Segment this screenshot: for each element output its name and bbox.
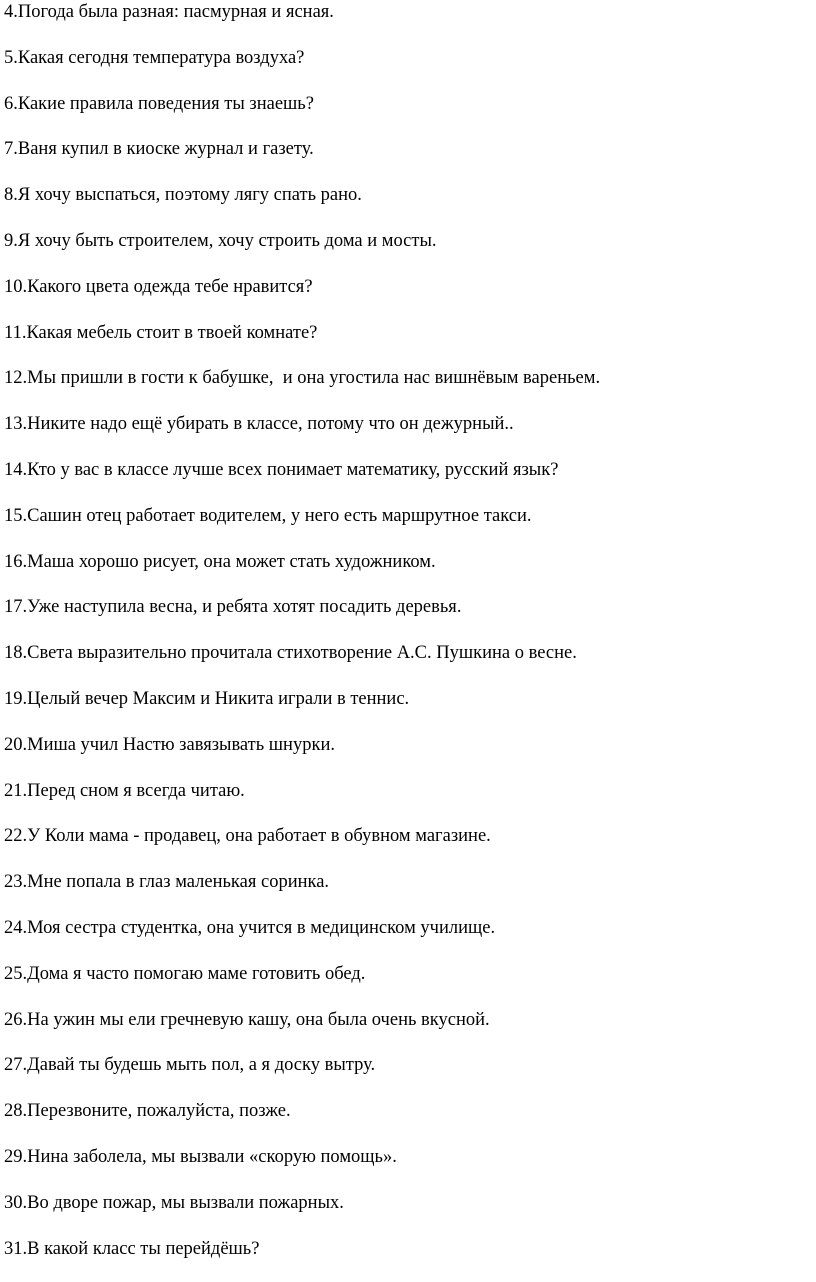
- sentence-10: 10.Какого цвета одежда тебе нравится?: [4, 276, 313, 297]
- sentence-18: 18.Света выразительно прочитала стихотворение А.С. Пушкина о весне.: [4, 643, 577, 664]
- sentence-27: 27.Давай ты будешь мыть пол, а я доску вытру.: [4, 1055, 376, 1076]
- sentence-22: 22.У Коли мама - продавец, она работает в обувном магазине.: [4, 826, 491, 847]
- sentence-29: 29.Нина заболела, мы вызвали «скорую помощь».: [4, 1146, 397, 1167]
- sentence-list: [4, 0, 810, 1282]
- sentence-14: 14.Кто у вас в классе лучше всех понимает математику, русский язык?: [4, 459, 559, 480]
- sentence-4: 4.Погода была разная: пасмурная и ясная.: [4, 2, 334, 22]
- sentence-8: 8.Я хочу выспаться, поэтому лягу спать рано.: [4, 185, 362, 206]
- sentence-9: 9.Я хочу быть строителем, хочу строить дома и мосты.: [4, 230, 437, 251]
- sentence-11: 11.Какая мебель стоит в твоей комнате?: [4, 322, 318, 343]
- sentence-20: 20.Миша учил Настю завязывать шнурки.: [4, 734, 335, 755]
- sentence-13: 13.Никите надо ещё убирать в классе, потому что он дежурный..: [4, 414, 514, 435]
- sentence-28: 28.Перезвоните, пожалуйста, позже.: [4, 1101, 291, 1122]
- sentence-26: 26.На ужин мы ели гречневую кашу, она была очень вкусной.: [4, 1009, 490, 1030]
- sentence-15: 15.Сашин отец работает водителем, у него есть маршрутное такси.: [4, 505, 532, 526]
- sentence-25: 25.Дома я часто помогаю маме готовить обед.: [4, 963, 366, 984]
- sentence-16: 16.Маша хорошо рисует, она может стать художником.: [4, 551, 436, 572]
- sentence-21: 21.Перед сном я всегда читаю.: [4, 780, 245, 801]
- sentence-7: 7.Ваня купил в киоске журнал и газету.: [4, 139, 314, 160]
- sentence-17: 17.Уже наступила весна, и ребята хотят посадить деревья.: [4, 597, 462, 618]
- sentence-24: 24.Моя сестра студентка, она учится в медицинском училище.: [4, 917, 496, 938]
- sentence-30: 30.Во дворе пожар, мы вызвали пожарных.: [4, 1192, 344, 1213]
- sentence-19: 19.Целый вечер Максим и Никита играли в теннис.: [4, 688, 410, 709]
- sentence-23: 23.Мне попала в глаз маленькая соринка.: [4, 872, 330, 893]
- sentence-5: 5.Какая сегодня температура воздуха?: [4, 47, 305, 68]
- sentence-6: 6.Какие правила поведения ты знаешь?: [4, 93, 314, 114]
- sentence-31: 31.В какой класс ты перейдёшь?: [4, 1238, 260, 1259]
- sentence-12: 12.Мы пришли в гости к бабушке, и она угостила нас вишнёвым вареньем.: [4, 368, 601, 389]
